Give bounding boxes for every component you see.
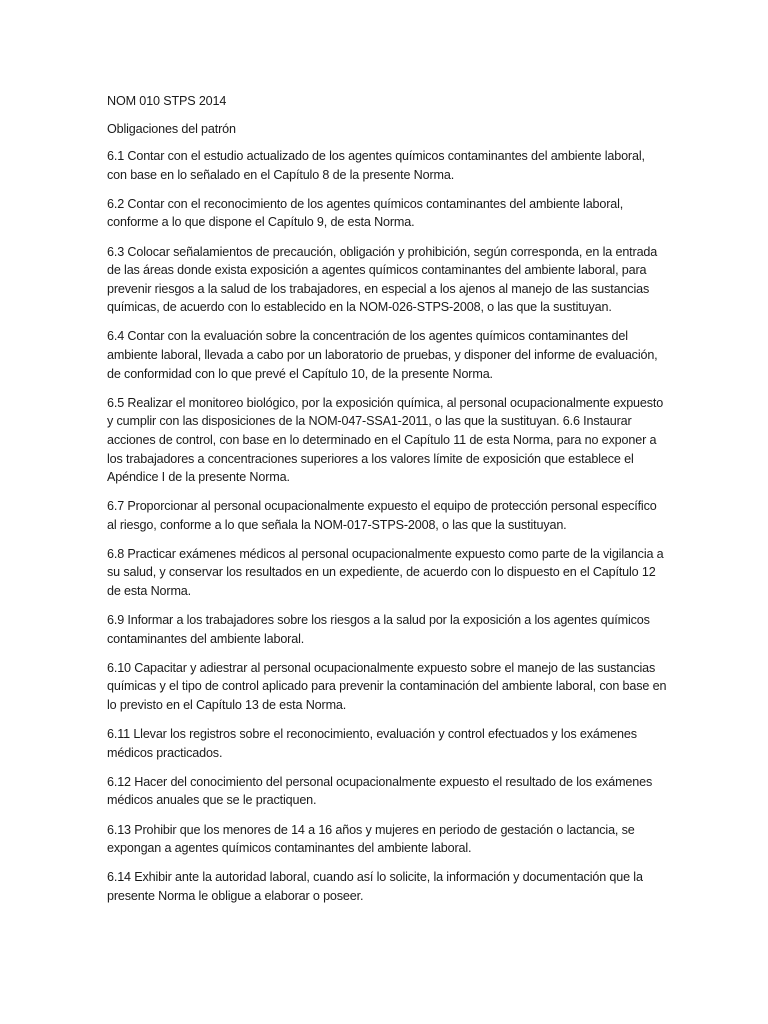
paragraph-6-7: 6.7 Proporcionar al personal ocupacionalmente expuesto el equipo de protección personal específico al riesgo, conforme a lo que señala la NOM-017-STPS-2008, o las que la sustituyan. <box>107 499 657 532</box>
paragraph-6-4: 6.4 Contar con la evaluación sobre la concentración de los agentes químicos contaminantes del ambiente laboral, llevada a cabo por un laboratorio de pruebas, y disponer del informe de evaluación, de conformidad con lo que prevé el Capítulo 10, de la presente Norma. <box>107 329 658 381</box>
section-heading: Obligaciones del patrón <box>107 121 236 136</box>
paragraph-6-3: 6.3 Colocar señalamientos de precaución, obligación y prohibición, según corresponda, en la entrada de las áreas donde exista exposición a agentes químicos contaminantes del ambiente laboral, para prevenir riesgos a la salud de los trabajadores, en especial a los ajenos al manejo de las sustancias químicas, de acuerdo con lo establecido en la NOM-026-STPS-2008, o las que la sustituyan. <box>107 244 658 315</box>
paragraph-6-11: 6.11 Llevar los registros sobre el reconocimiento, evaluación y control efectuados y los exámenes médicos practicados. <box>107 727 637 760</box>
paragraph-6-14: 6.14 Exhibir ante la autoridad laboral, cuando así lo solicite, la información y documentación que la presente Norma le obligue a elaborar o poseer. <box>107 870 643 903</box>
paragraph-6-9: 6.9 Informar a los trabajadores sobre los riesgos a la salud por la exposición a los agentes químicos contaminantes del ambiente laboral. <box>107 613 650 646</box>
document-title: NOM 010 STPS 2014 <box>107 94 227 108</box>
paragraph-6-5: 6.5 Realizar el monitoreo biológico, por la exposición química, al personal ocupacionalmente expuesto y cumplir con las disposiciones de la NOM-047-SSA1-2011, o las que la sustituyan. 6.6 Instaurar acciones de control, con base en lo determinado en el Capítulo 11 de esta Norma, para no exponer a los trabajadores a concentraciones superiores a los valores límite de exposición que establece el Apéndice I de la presente Norma. <box>107 395 664 485</box>
paragraph-6-13: 6.13 Prohibir que los menores de 14 a 16 años y mujeres en periodo de gestación o lactancia, se expongan a agentes químicos contaminantes del ambiente laboral. <box>107 822 635 856</box>
paragraph-6-2: 6.2 Contar con el reconocimiento de los agentes químicos contaminantes del ambiente laboral, conforme a lo que dispone el Capítulo 9, de esta Norma. <box>107 196 624 230</box>
paragraph-6-12: 6.12 Hacer del conocimiento del personal ocupacionalmente expuesto el resultado de los exámenes médicos anuales que se le practiquen. <box>107 774 653 808</box>
paragraph-6-1: 6.1 Contar con el estudio actualizado de los agentes químicos contaminantes del ambiente laboral, con base en lo señalado en el Capítulo 8 de la presente Norma. <box>107 149 645 182</box>
paragraph-6-8: 6.8 Practicar exámenes médicos al personal ocupacionalmente expuesto como parte de la vigilancia a su salud, y conservar los resultados en un expediente, de acuerdo con lo dispuesto en el Capítulo 12 de esta Norma. <box>107 546 664 599</box>
document-page <box>107 92 667 916</box>
paragraph-6-10: 6.10 Capacitar y adiestrar al personal ocupacionalmente expuesto sobre el manejo de las sustancias químicas y el tipo de control aplicado para prevenir la contaminación del ambiente laboral, con base en lo previsto en el Capítulo 13 de esta Norma. <box>107 660 667 713</box>
